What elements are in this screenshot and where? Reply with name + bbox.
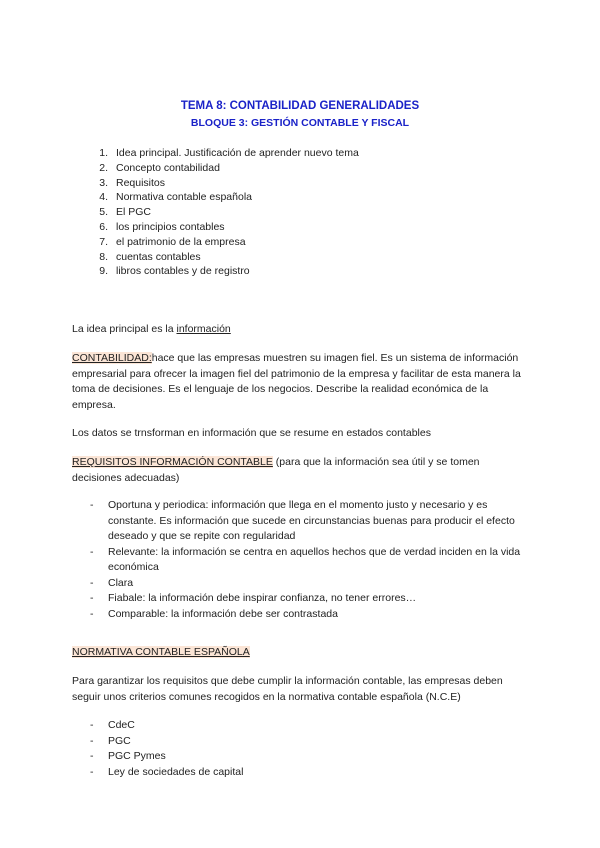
requisitos-label: REQUISITOS INFORMACIÓN CONTABLE [72,456,273,468]
contabilidad-paragraph [72,351,532,413]
toc-number: 7. [99,235,108,248]
datos-paragraph: Los datos se trnsforman en información que se resume en estados contables [72,427,431,439]
list-item: - Oportuna y periodica: información que llega en el momento justo y necesario y es constante. Es información que sucede en circunstancias buenas para producir el efecto deseado y que se repite con regularidad [90,498,526,545]
list-item: - Clara [90,576,526,592]
normativa-list [90,718,526,780]
toc-number: 5. [99,206,108,219]
toc-number: 8. [99,250,108,263]
toc-text: Concepto contabilidad [116,161,220,174]
contabilidad-label: CONTABILIDAD: [72,352,152,364]
document-title: TEMA 8: CONTABILIDAD GENERALIDADES [180,100,420,112]
list-item: - Comparable: la información debe ser contrastada [90,607,526,623]
toc-number: 6. [99,220,108,233]
toc-text: El PGC [116,206,152,219]
requisitos-list [90,498,526,622]
requisitos-paragraph [72,455,532,486]
toc-text: Requisitos [116,176,166,189]
toc-text: libros contables y de registro [116,265,250,278]
normativa-label: NORMATIVA CONTABLE ESPAÑOLA [72,646,250,658]
normativa-paragraph: Para garantizar los requisitos que debe cumplir la información contable, las empresas deben seguir unos criterios comunes recogidos en la normativa contable española (N.C.E) [72,675,503,703]
toc-text: los principios contables [116,220,225,233]
list-item: - PGC Pymes [90,749,526,765]
idea-paragraph [72,322,532,338]
toc-item [86,220,359,235]
table-of-contents [86,146,359,279]
toc-text: Idea principal. Justificación de aprender nuevo tema [116,147,359,159]
list-item: - CdeC [90,718,526,734]
toc-item [86,250,359,265]
toc-item [86,205,359,220]
document-subtitle: BLOQUE 3: GESTIÓN CONTABLE Y FISCAL [190,117,410,129]
list-item: - Ley de sociedades de capital [90,765,526,781]
toc-item [86,176,359,191]
normativa-heading [72,645,532,661]
toc-item [86,264,359,279]
toc-item [86,146,359,161]
toc-number: 3. [99,176,108,189]
toc-number: 1. [99,147,108,159]
contabilidad-text: hace que las empresas muestren su imagen fiel. Es un sistema de información empresarial para ofrecer la imagen fiel del patrimonio de la empresa y facilitar de esta manera la toma de decisiones. Es el lenguaje de los negocios. Describe la realidad económica de la empresa. [72,352,521,411]
toc-text: el patrimonio de la empresa [116,235,246,248]
idea-prefix: La idea principal es la [72,323,177,335]
toc-item [86,190,359,205]
toc-item [86,235,359,250]
toc-number: 4. [99,191,108,204]
list-item: - Fiabale: la información debe inspirar confianza, no tener errores… [90,591,526,607]
toc-number: 9. [99,265,108,278]
requisitos-text: (para que la información sea útil y se tomen decisiones adecuadas) [72,456,480,484]
idea-keyword: información [176,323,231,335]
toc-text: cuentas contables [116,250,201,263]
toc-item [86,161,359,176]
toc-number: 2. [99,161,108,174]
toc-text: Normativa contable española [116,191,252,204]
list-item: - PGC [90,734,526,750]
list-item: - Relevante: la información se centra en aquellos hechos que de verdad inciden en la vida económica [90,545,526,576]
